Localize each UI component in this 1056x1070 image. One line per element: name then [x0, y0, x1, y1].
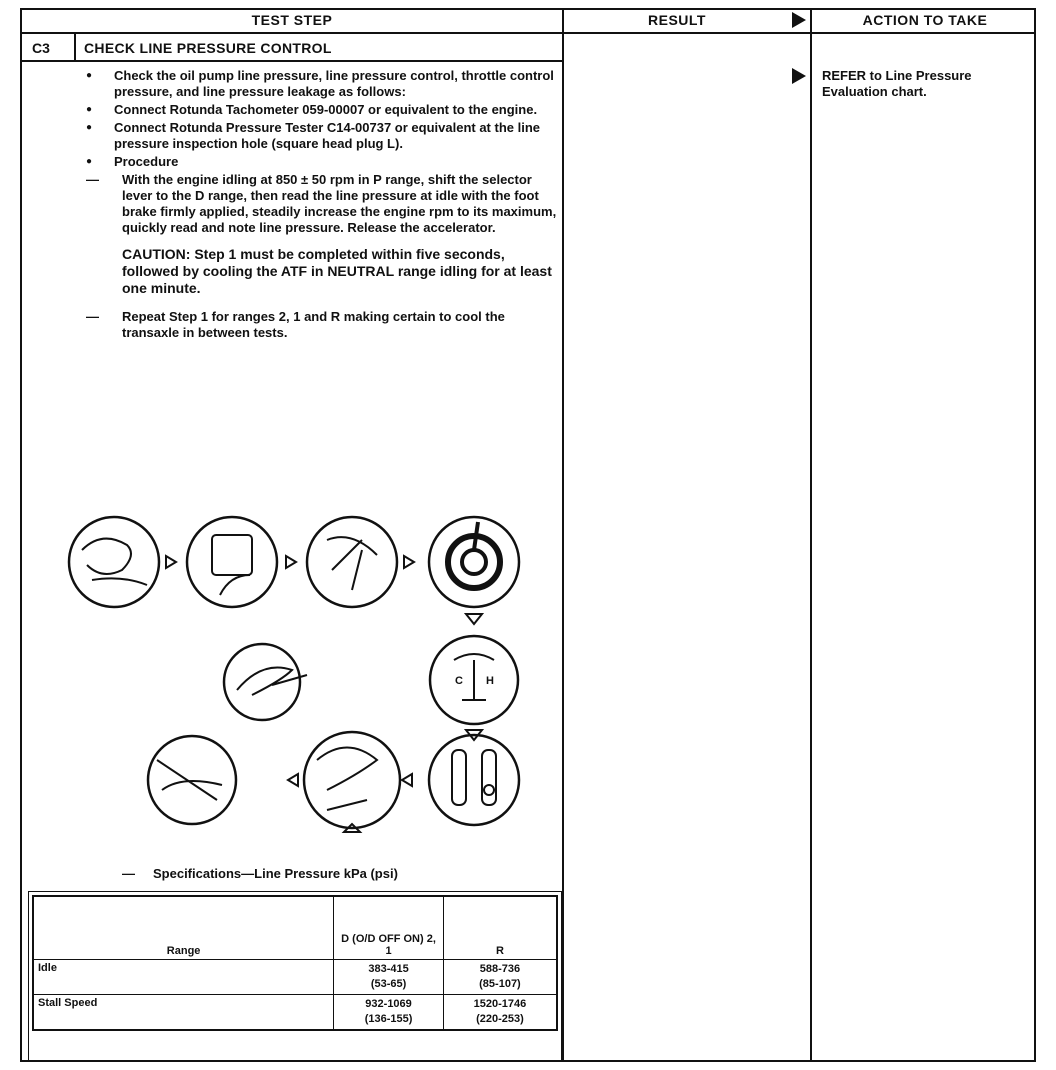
- flow-arrow-icon: [404, 556, 414, 568]
- procedure-step-2: — Repeat Step 1 for ranges 2, 1 and R making certain to cool the transaxle in between tests.: [82, 309, 562, 341]
- illustration-selector-icon: [429, 735, 519, 825]
- bullet-item: ● Connect Rotunda Pressure Tester C14-00737 or equivalent at the line pressure inspection hole (square head plug L).: [82, 120, 562, 152]
- action-arrow-icon: [792, 68, 806, 84]
- gauge-label-c: C: [455, 675, 463, 687]
- row-label: Idle: [33, 960, 334, 995]
- action-text: REFER to Line Pressure Evaluation chart.: [822, 68, 972, 99]
- spec-title: Specifications—Line Pressure kPa (psi): [153, 866, 398, 881]
- header-action: ACTION TO TAKE: [862, 12, 988, 28]
- header-result: RESULT: [648, 12, 706, 28]
- col-d-range: D (O/D OFF ON) 2, 1: [334, 896, 444, 960]
- step-title: CHECK LINE PRESSURE CONTROL: [84, 40, 332, 56]
- header-test-step: TEST STEP: [251, 12, 333, 28]
- cell-d-value: 383-415 (53-65): [334, 960, 444, 995]
- bullet-item: ● Check the oil pump line pressure, line pressure control, throttle control pressure, and line pressure leakage as follows:: [82, 68, 562, 100]
- procedure-illustration: [62, 510, 542, 840]
- bullet-item-procedure: [82, 154, 562, 170]
- col-range: Range: [33, 896, 334, 960]
- flow-arrow-icon: [288, 774, 298, 786]
- step-id-divider: [74, 32, 76, 60]
- illustration-brake-icon: [304, 732, 400, 828]
- gauge-label-h: H: [486, 675, 494, 687]
- illustration-tachometer-icon: [187, 517, 277, 607]
- col-r-range: R: [443, 896, 557, 960]
- spec-caption: [122, 866, 398, 881]
- spec-table: [32, 895, 558, 1031]
- table-row: [33, 995, 557, 1031]
- flow-arrow-icon: [286, 556, 296, 568]
- column-divider-result: [562, 10, 564, 1060]
- illustration-transaxle-icon: [148, 736, 236, 824]
- illustration-pressure-tester-icon: [307, 517, 397, 607]
- spec-dash: —: [122, 866, 135, 881]
- cell-d-value: 932-1069 (136-155): [334, 995, 444, 1031]
- step-instructions: [82, 68, 562, 351]
- procedure-label: Procedure: [114, 154, 179, 169]
- header-divider: [22, 32, 1034, 34]
- procedure-step-1: — With the engine idling at 850 ± 50 rpm in P range, shift the selector lever to the D range, then read the line pressure at idle with the foot brake firmly applied, steadily increase the engine rpm to its maximum, quickly read and note line pressure. Release the accelerator.: [82, 172, 562, 236]
- step-title-divider: [22, 60, 562, 62]
- row-label: Stall Speed: [33, 995, 334, 1031]
- table-header-row: [33, 896, 557, 960]
- flow-arrow-icon: [402, 774, 412, 786]
- flow-arrow-icon: [466, 614, 482, 624]
- cell-r-value: 1520-1746 (220-253): [443, 995, 557, 1031]
- cell-r-value: 588-736 (85-107): [443, 960, 557, 995]
- header-arrow-icon: [792, 12, 806, 28]
- caution-note: CAUTION: Step 1 must be completed within five seconds, followed by cooling the ATF in NEUTRAL range idling for at least one minute.: [122, 246, 552, 296]
- illustration-ignition-icon: [429, 517, 519, 607]
- flow-arrow-icon: [166, 556, 176, 568]
- diagnostic-table: [20, 8, 1036, 1062]
- column-divider-action: [810, 10, 812, 1060]
- table-row: [33, 960, 557, 995]
- illustration-hand-icon: [69, 517, 159, 607]
- bullet-item: ● Connect Rotunda Tachometer 059-00007 or equivalent to the engine.: [82, 102, 562, 118]
- illustration-accelerator-icon: [224, 644, 300, 720]
- step-id: C3: [32, 40, 50, 56]
